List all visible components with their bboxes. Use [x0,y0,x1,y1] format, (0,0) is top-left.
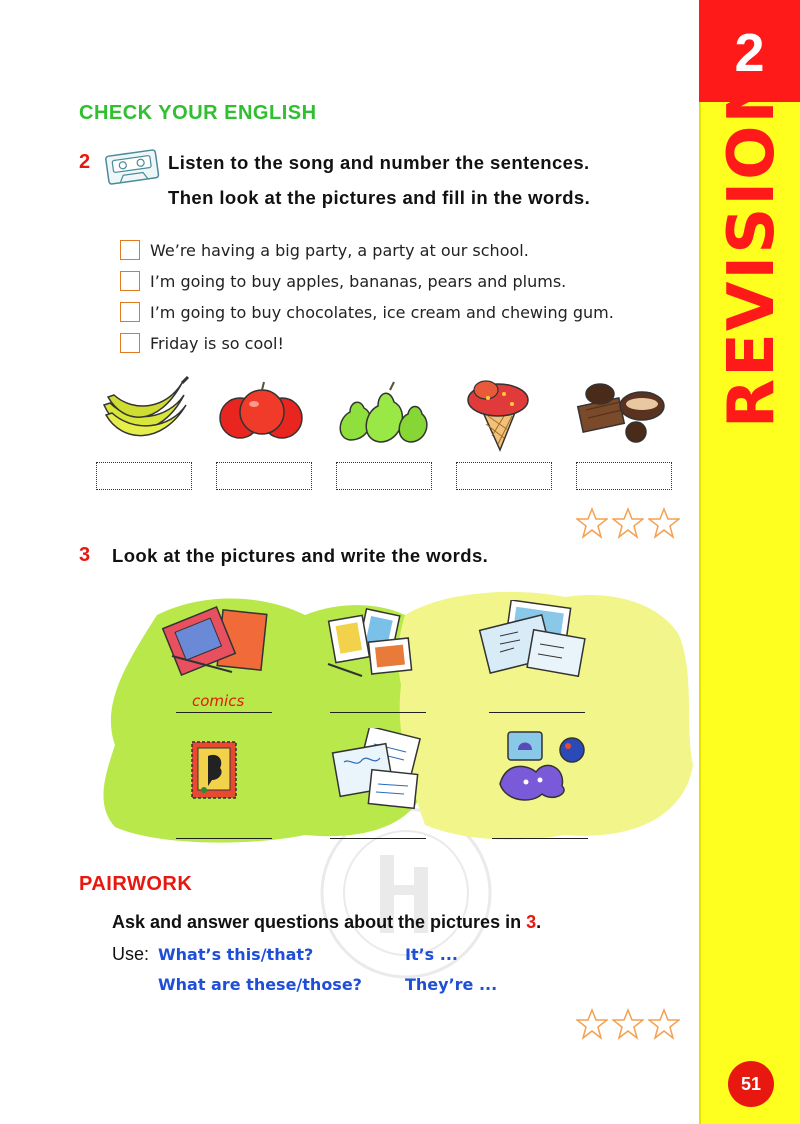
sentence-text: I’m going to buy apples, bananas, pears and plums. [150,271,567,291]
phrase-question-1: What’s this/that? [158,945,314,964]
rating-stars [576,1008,680,1040]
write-line[interactable] [330,838,426,839]
number-box[interactable] [120,333,140,353]
sentence-row [120,270,566,292]
phrase-question-2: What are these/those? [158,975,362,994]
exercise-2-instruction-line1: Listen to the song and number the sentences. [168,152,590,173]
stamp-icon [188,738,244,802]
answer-box[interactable] [456,462,552,490]
rating-stars [576,507,680,539]
pairwork-heading: PAIRWORK [79,873,193,895]
comics-icon [162,602,272,682]
write-line[interactable] [330,712,426,713]
pairwork-instruction-end: . [536,912,542,932]
use-label: Use: [112,944,150,964]
sentence-row [120,301,614,323]
chocolates-icon [574,380,670,444]
write-line[interactable] [176,712,272,713]
revision-label: REVISION [715,67,789,429]
stickers-icon [496,728,592,804]
sentence-text: We’re having a big party, a party at our school. [150,240,529,260]
answer-box[interactable] [96,462,192,490]
photos-icon [322,604,422,682]
star-icon[interactable] [612,1008,644,1040]
pairwork-instruction [112,912,541,933]
example-answer: comics [192,692,245,710]
letters-icon [330,728,426,812]
ice-cream-icon [458,372,538,452]
exercise-2-number: 2 [79,151,91,173]
star-icon[interactable] [612,507,644,539]
write-line[interactable] [176,838,272,839]
sentence-text: I’m going to buy chocolates, ice cream and chewing gum. [150,302,614,322]
postcards-icon [478,600,588,680]
page-number: 51 [728,1061,774,1107]
star-icon[interactable] [576,1008,608,1040]
unit-number: 2 [734,23,765,83]
answer-box[interactable] [216,462,312,490]
bananas-icon [98,375,190,445]
phrase-answer-1: It’s ... [405,945,459,964]
apples-icon [216,378,308,448]
sentence-text: Friday is so cool! [150,333,284,353]
write-line[interactable] [492,838,588,839]
answer-box[interactable] [336,462,432,490]
write-line[interactable] [489,712,585,713]
number-box[interactable] [120,240,140,260]
star-icon[interactable] [576,507,608,539]
star-icon[interactable] [648,1008,680,1040]
number-box[interactable] [120,271,140,291]
sentence-row [120,239,529,261]
check-your-english-heading: CHECK YOUR ENGLISH [79,102,317,124]
exercise-3-instruction: Look at the pictures and write the words. [112,545,489,566]
star-icon[interactable] [648,507,680,539]
sentence-row [120,332,284,354]
exercise-reference: 3 [526,912,537,932]
exercise-3-number: 3 [79,544,91,566]
phrase-answer-2: They’re ... [405,975,498,994]
answer-box[interactable] [576,462,672,490]
cassette-icon [104,147,160,185]
number-box[interactable] [120,302,140,322]
pairwork-instruction-text: Ask and answer questions about the pictures in [112,912,527,932]
pears-icon [336,378,432,448]
exercise-2-instruction-line2: Then look at the pictures and fill in the words. [168,187,591,208]
